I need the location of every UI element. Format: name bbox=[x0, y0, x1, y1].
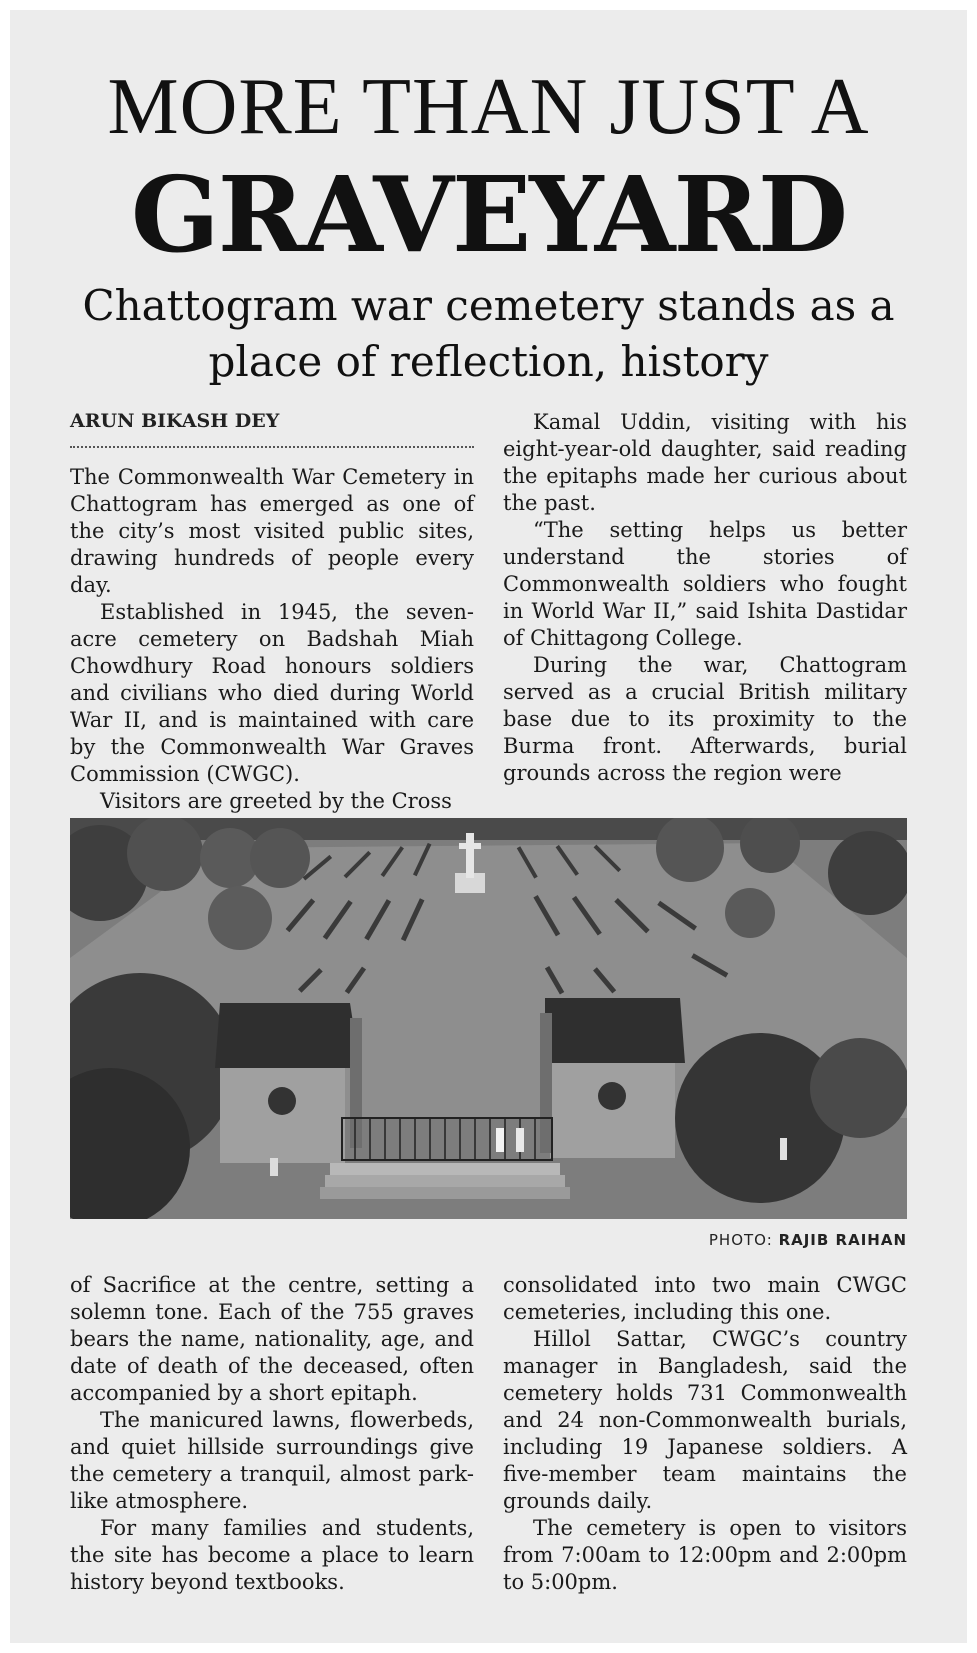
paragraph: Hillol Sattar, CWGC’s country manager in Bangladesh, said the cemetery holds 731 Commonwealth and 24 non-Commonwealth burials, including 19 Japanese soldiers. A five-member team maintains the grounds daily. bbox=[503, 1327, 907, 1513]
column-1 bbox=[70, 464, 474, 815]
cemetery-aerial-illustration bbox=[70, 818, 907, 1219]
paragraph: “The setting helps us better understand the stories of Commonwealth soldiers who fought in World War II,” said Ishita Dastidar of Chittagong College. bbox=[503, 518, 907, 650]
paragraph: consolidated into two main CWGC cemeteries, including this one. bbox=[503, 1273, 907, 1324]
paragraph: During the war, Chattogram served as a crucial British military base due to its proximity to the Burma front. Afterwards, burial grounds across the region were bbox=[503, 653, 907, 785]
column-4 bbox=[503, 1272, 907, 1596]
paragraph: Visitors are greeted by the Cross bbox=[100, 789, 452, 813]
paragraph: The manicured lawns, flowerbeds, and quiet hillside surroundings give the cemetery a tranquil, almost park-like atmosphere. bbox=[70, 1408, 474, 1513]
paragraph: of Sacrifice at the centre, setting a solemn tone. Each of the 755 graves bears the name, nationality, age, and date of death of the deceased, often accompanied by a short epitaph. bbox=[70, 1273, 474, 1405]
paragraph: For many families and students, the site has become a place to learn history beyond textbooks. bbox=[70, 1516, 474, 1594]
photo-credit bbox=[709, 1230, 907, 1250]
column-3 bbox=[70, 1272, 474, 1596]
photo-credit-name: RAJIB RAIHAN bbox=[778, 1231, 907, 1249]
byline: ARUN BIKASH DEY bbox=[70, 410, 280, 432]
paragraph: The cemetery is open to visitors from 7:00am to 12:00pm and 2:00pm to 5:00pm. bbox=[503, 1516, 907, 1594]
photo-credit-label: PHOTO: bbox=[708, 1231, 773, 1249]
subheadline: Chattogram war cemetery stands as a place of reflection, history bbox=[82, 281, 895, 386]
column-2 bbox=[503, 409, 907, 787]
paragraph: Established in 1945, the seven-acre cemetery on Badshah Miah Chowdhury Road honours soldiers and civilians who died during World War II, and is maintained with care by the Commonwealth War Graves Commission (CWGC). bbox=[70, 600, 474, 786]
headline-kicker: MORE THAN JUST A bbox=[107, 63, 870, 151]
byline-divider bbox=[70, 446, 474, 448]
headline: GRAVEYARD bbox=[130, 153, 847, 276]
paragraph: Kamal Uddin, visiting with his eight-year-old daughter, said reading the epitaphs made her curious about the past. bbox=[503, 410, 907, 515]
cemetery-photo bbox=[70, 818, 907, 1219]
newspaper-page bbox=[10, 10, 967, 1643]
paragraph: The Commonwealth War Cemetery in Chattogram has emerged as one of the city’s most visited public sites, drawing hundreds of people every day. bbox=[70, 465, 474, 597]
